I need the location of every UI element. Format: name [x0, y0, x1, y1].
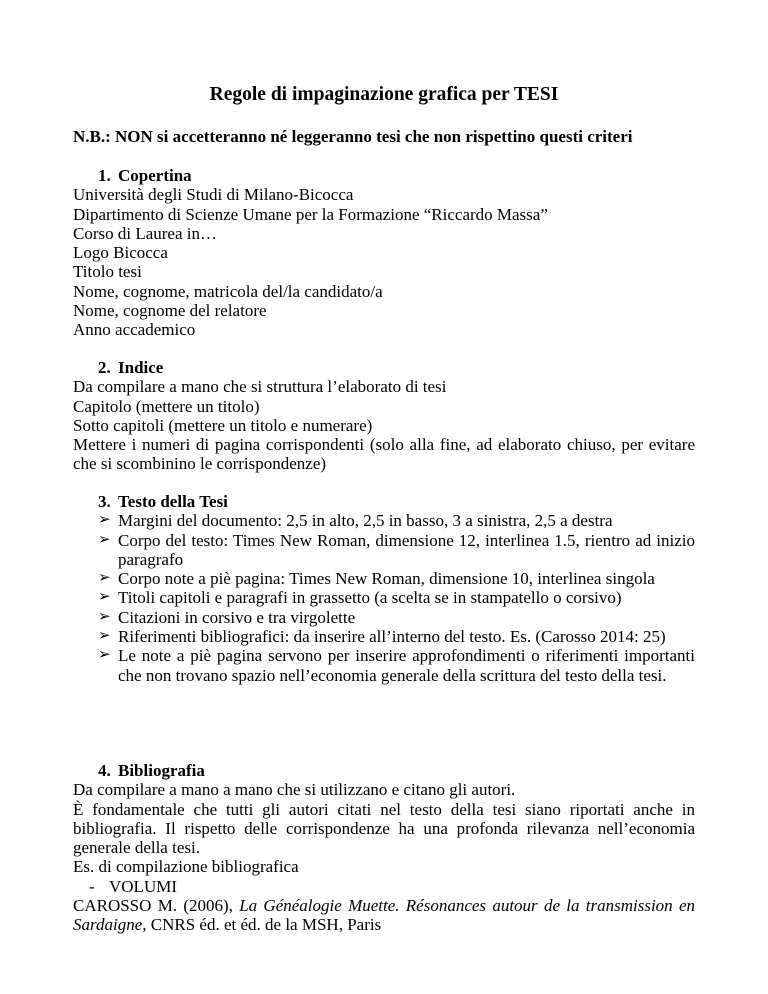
text-line: Capitolo (mettere un titolo): [73, 396, 260, 416]
section-testo: [73, 492, 695, 685]
list-item: ➢ Le note a piè pagina servono per inserire approfondimenti o riferimenti importanti che non trovano spazio nell’economia generale della scrittura del testo della tesi.: [98, 646, 695, 685]
arrow-bullet-icon: ➢: [98, 628, 111, 645]
arrow-bullet-icon: ➢: [98, 608, 111, 625]
list-item: ➢ Corpo note a piè pagina: Times New Roman, dimensione 10, interlinea singola: [98, 569, 655, 589]
text-line: Anno accademico: [73, 320, 196, 340]
arrow-bullet-icon: ➢: [98, 647, 111, 664]
arrow-bullet-icon: ➢: [98, 570, 111, 587]
text-line: Nome, cognome, matricola del/la candidato/a: [73, 281, 383, 301]
section-bibliografia: [73, 761, 695, 935]
list-item: ➢ Riferimenti bibliografici: da inserire all’interno del testo. Es. (Carosso 2014: 25): [98, 627, 666, 647]
section-heading: 3. Testo della Tesi: [98, 492, 228, 511]
dash-item: - VOLUMI: [89, 876, 177, 896]
text-line: Es. di compilazione bibliografica: [73, 857, 299, 877]
text-line: Logo Bicocca: [73, 243, 168, 263]
text-line: Nome, cognome del relatore: [73, 301, 267, 321]
text-line: Titolo tesi: [73, 262, 142, 282]
text-line: Corso di Laurea in…: [73, 223, 217, 243]
arrow-bullet-icon: ➢: [98, 512, 111, 529]
section-heading: 2. Indice: [98, 358, 164, 377]
list-item: ➢ Titoli capitoli e paragrafi in grassetto (a scelta se in stampatello o corsivo): [98, 588, 622, 608]
section-indice: [73, 358, 695, 474]
list-item: ➢ Margini del documento: 2,5 in alto, 2,5 in basso, 3 a sinistra, 2,5 a destra: [98, 511, 613, 531]
bibliography-citation: CAROSSO M. (2006), La Généalogie Muette. Résonances autour de la transmission en Sardaigne, CNRS éd. et éd. de la MSH, Paris: [73, 896, 696, 935]
section-heading: 4. Bibliografia: [98, 761, 205, 780]
arrow-bullet-icon: ➢: [98, 531, 111, 548]
text-line: Università degli Studi di Milano-Bicocca: [73, 185, 354, 205]
section-heading: 1. Copertina: [98, 166, 192, 185]
list-item: ➢ Citazioni in corsivo e tra virgolette: [98, 607, 356, 627]
nb-note: N.B.: NON si accetteranno né leggeranno tesi che non rispettino questi criteri: [73, 127, 633, 146]
text-paragraph: È fondamentale che tutti gli autori citati nel testo della tesi siano riportati anche in bibliografia. Il rispetto delle corrispondenze ha una profonda rilevanza nell’economia generale della tesi.: [73, 799, 695, 858]
list-item: ➢ Corpo del testo: Times New Roman, dimensione 12, interlinea 1.5, rientro ad inizio paragrafo: [98, 530, 695, 569]
section-copertina: [73, 166, 695, 340]
text-line: Da compilare a mano che si struttura l’elaborato di tesi: [73, 377, 447, 397]
text-line: Da compilare a mano a mano che si utilizzano e citano gli autori.: [73, 780, 516, 800]
rules-list: [73, 511, 695, 685]
arrow-bullet-icon: ➢: [98, 589, 111, 606]
document-title: Regole di impaginazione grafica per TESI: [209, 84, 559, 105]
text-line: Sotto capitoli (mettere un titolo e numerare): [73, 415, 373, 435]
text-paragraph: Mettere i numeri di pagina corrispondenti (solo alla fine, ad elaborato chiuso, per evitare che si scombinino le corrispondenze): [73, 435, 695, 474]
text-line: Dipartimento di Scienze Umane per la Formazione “Riccardo Massa”: [73, 204, 548, 224]
